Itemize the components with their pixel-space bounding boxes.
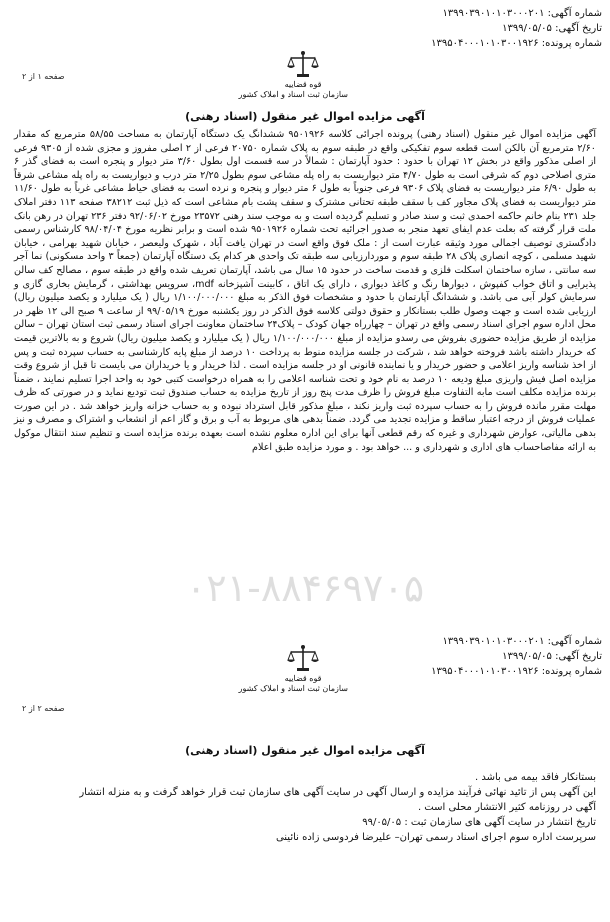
notice-title: آگهی مزایده اموال غیر منقول (اسناد رهنی): [185, 744, 425, 757]
file-number: شماره پرونده: ۱۳۹۵۰۴۰۰۰۱۰۱۰۳۰۰۱۹۲۶: [431, 38, 602, 49]
notice-title: آگهی مزایده اموال غیر منقول (اسناد رهنی): [185, 110, 425, 123]
emblem-subtitle: سازمان ثبت اسناد و املاک کشور: [238, 684, 348, 693]
notice-meta: [431, 634, 602, 679]
judiciary-emblem: [238, 50, 348, 106]
phone-watermark: ۰۲۱-۸۸۴۶۹۷۰۵: [185, 566, 425, 610]
notice-date: تاریخ آگهی: ۱۳۹۹/۰۵/۰۵: [502, 651, 602, 662]
notice-body: [14, 128, 596, 454]
closing-line: تاریخ انتشار در سایت آگهی های سازمان ثبت : ۹۹/۰۵/۰۵: [362, 817, 596, 828]
closing-line: این آگهی پس از تائید نهائی فرآیند مزایده و ارسال آگهی در سایت آگهی های سازمان ثبت قرار خواهد گرفت و به منزله انتشار: [79, 787, 596, 798]
notice-closing: [14, 770, 596, 845]
closing-line: آگهی در روزنامه کثیر الانتشار محلی است .: [417, 802, 596, 813]
notice-meta: [431, 6, 602, 51]
signature-line: سرپرست اداره سوم اجرای اسناد رسمی تهران– علیرضا فردوسی زاده نائینی: [275, 832, 596, 843]
notice-number: شماره آگهی: ۱۳۹۹۰۳۹۰۱۰۱۰۳۰۰۰۲۰۱: [442, 636, 602, 647]
scales-of-justice-icon: [286, 50, 320, 80]
scales-of-justice-icon: [286, 644, 320, 674]
closing-line: بستانکار فاقد بیمه می باشد .: [475, 772, 596, 783]
file-number: شماره پرونده: ۱۳۹۵۰۴۰۰۰۱۰۱۰۳۰۰۱۹۲۶: [431, 666, 602, 677]
notice-date: تاریخ آگهی: ۱۳۹۹/۰۵/۰۵: [502, 23, 602, 34]
notice-number: شماره آگهی: ۱۳۹۹۰۳۹۰۱۰۱۰۳۰۰۰۲۰۱: [442, 8, 602, 19]
emblem-subtitle: سازمان ثبت اسناد و املاک کشور: [238, 90, 348, 99]
notice-body-text: آگهی مزایده اموال غیر منقول (اسناد رهنی) پرونده اجرائی کلاسه ۹۵۰۱۹۲۶ ششدانگ یک دستگاه آپارتمان به مساحت ۵۸/۵۵ مترمربع که مقدار ۲/۶۰ مترمربع آن بالکن است قطعه سوم تفکیکی واقع در طبقه سوم به پلاک شماره ۲۰۷۵۰ فرعی از ۲ اصلی مفروز و مجزی شده از ۹۳۰۵ فرعی از اصلی مذکور واقع در بخش ۱۲ تهران با حدود : حدود آپارتمان : شمالاً در سه قسمت اول بطول ۳/۶۰ متر دیوار و پنجره است به فضای گذر ۶ متری اصلاحی دوم که شرقی است به طول ۴/۷۰ متر دیواریست به راه پله مشاعی سوم بطول ۲/۲۵ متر درب و دیواریست به راه پله مشاعی شرقاً به طول ۶/۹۰ متر دیواریست به فضای پلاک ۹۳۰۶ فرعی جنوباً به طول ۶ متر دیوار و پنجره و نرده است به فضای حیاط مشاعی غرباً به طول ۱۱/۶۰ متر دیواریست به فضای پلاک مجاور کف با سقف طبقه تحتانی مشترک و سقف پشت بام مشاعی است که ذیل ثبت ۳۸۲۱۲ صفحه ۱۱۳ دفتر املاک جلد ۲۳۱ بنام خانم حاکمه احمدی ثبت و سند صادر و تسلیم گردیده است و به موجب سند رهنی ۲۳۵۷۲ مورخ ۹۲/۰۶/۰۲ دفتر ۲۳۶ تهران در رهن بانک ملت قرار گرفته که بعلت عدم ایفای تعهد منجر به صدور اجرائیه تحت شماره ۹۵۰۱۹۲۶ شده است و برابر نظریه مورخ ۹۸/۰۴/۰۴ کارشناس رسمی دادگستری توصیف اجمالی مورد وثیقه عبارت است از : ملک فوق واقع است در تهران یافت آباد ، شهرک ولیعصر ، خیابان شهید بهرامی ، خیابان شهید مسلمی ، کوچه انصاری پلاک ۲۸ طبقه سوم و موردارزیابی سه طبقه تک واحدی هر کدام یک دستگاه آپارتمان (جمعاً ۳ واحد مسکونی) نما آجر سه سانتی ، سازه ساختمان اسکلت فلزی و قدمت ساخت در حدود ۱۵ سال می باشد، آپارتمان تعریف شده واقع در طبقه سوم ، مصالح کف سالن پذیرایی و اتاق خواب کفپوش ، دیوارها رنگ و کاغذ دیواری ، دارای یک اتاق ، کابینت آشپزخانه mdf، سرویس بهداشتی ، گرمایش بخاری گازی و سرمایش کولر آبی می باشد. و ششدانگ آپارتمان با حدود و مشخصات فوق الذکر به مبلغ ۱/۱۰۰/۰۰۰/۰۰۰ ریال ( یک میلیارد و یکصد میلیون ریال) ارزیابی شده است و جهت وصول طلب بستانکار و حقوق دولتی کلاسه فوق الذکر در روز یکشنبه مورخ ۹۹/۰۵/۱۹ از ساعت ۹ صبح الی ۱۲ ظهر در محل اداره سوم اجرای اسناد رسمی واقع در تهران – چهارراه جهان کودک – پلاک۲۴ ساختمان معاونت اجرای اسناد رسمی ثبت استان تهران – سالن مزایده از طریق مزایده حضوری بفروش می رسدو مزایده از مبلغ ۱/۱۰۰/۰۰۰/۰۰۰ ریال ( یک میلیارد و یکصد میلیون ریال) شروع و به بالاترین قیمت که خریدار داشته باشد فروخته خواهد شد ، شرکت در جلسه مزایده منوط به پرداخت ۱۰ درصد از مبلغ پایه کارشناسی به حساب سپرده ثبت و پس از اخذ شناسه واریز اعلامی و حضور خریدار و یا نماینده قانونی او در جلسه مزایده است . لذا خریدار و یا خریداران می بایست تا قبل از شروع وقت مزایده اصل فیش واریزی مبلغ ودیعه ۱۰ درصد به نام خود و تحت شناسه اعلامی را به همراه درخواست کتبی خود به واحد اجرا تسلیم نمایند ، ضمناً برنده مزایده مکلف است مابه التفاوت مبلغ فروش را ظرف مدت پنج روز از تاریخ مزایده به حساب صندوق ثبت تودیع نماید و در صورتی که ظرف مهلت مقرر مانده فروش را به حساب سپرده ثبت واریز نکند ، مبلغ مذکور قابل استرداد نبوده و به حساب خزانه واریز خواهد شد . در این صورت عملیات فروش از درجه اعتبار ساقط و مزایده تجدید می گردد. ضمناً بدهی های مربوط به آب و برق و گاز اعم از انشعاب و اشتراک و مصرف و نیز بدهی مالیاتی، عوارض شهرداری و غیره که رقم قطعی آنها برای این اداره معلوم نشده است بعهده برنده مزایده است و تنظیم سند انتقال موکول به ارائه مفاصاحساب های اداری و شهرداری و ... خواهد بود . و مورد مزایده طبق اعلام: [14, 129, 597, 453]
page-number-label: صفحه ۲ از ۲: [22, 704, 65, 713]
page-number-label: صفحه ۱ از ۲: [22, 72, 65, 81]
judiciary-emblem: [238, 644, 348, 700]
emblem-title: قوه قضاییه: [284, 674, 322, 683]
emblem-title: قوه قضاییه: [284, 80, 322, 89]
notice-page-2: [0, 630, 610, 922]
